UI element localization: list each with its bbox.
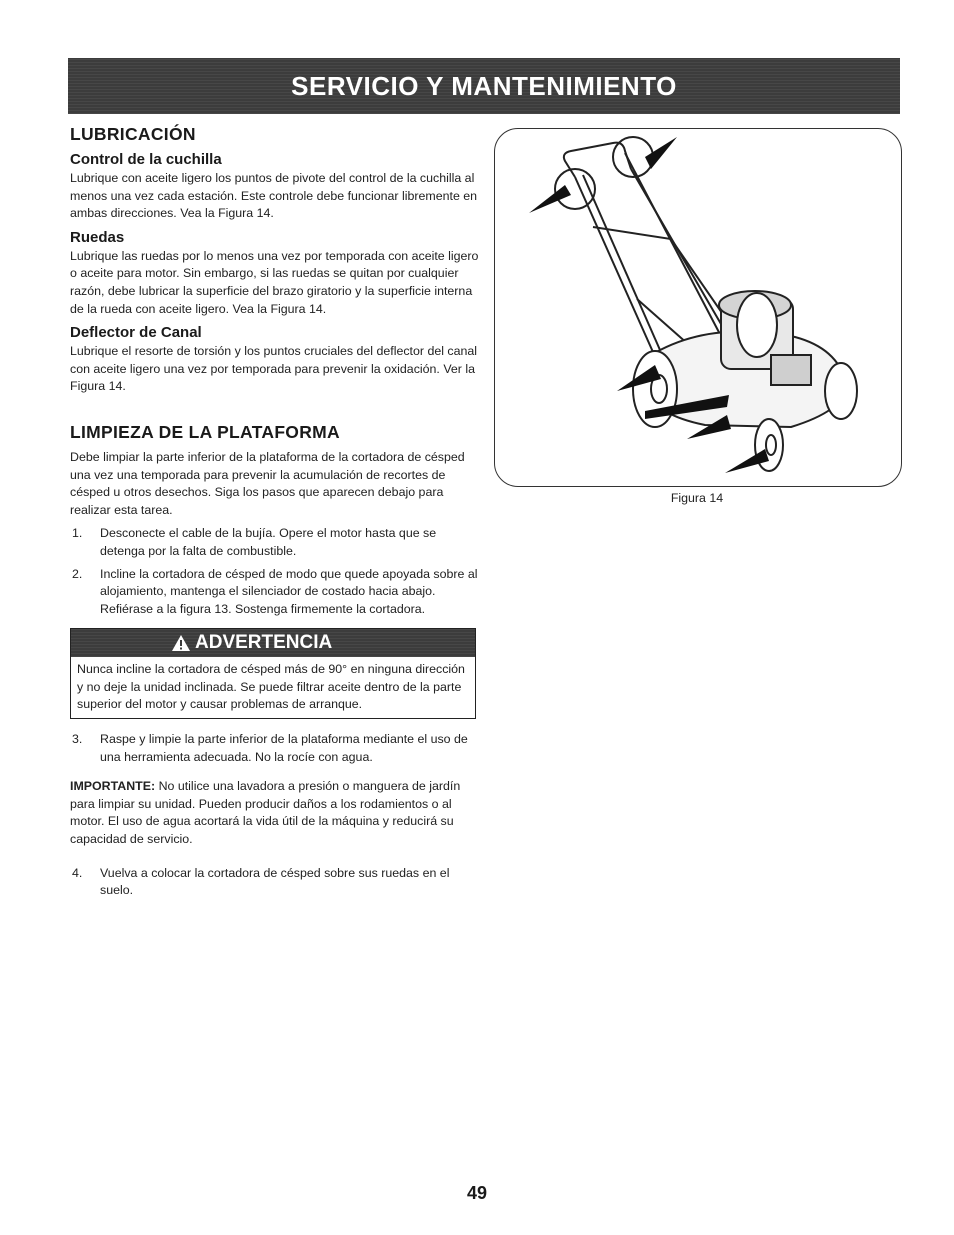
step-number: 3.	[72, 732, 83, 747]
step-text: Incline la cortadora de césped de modo que quede apoyada sobre al alojamiento, mantenga el silenciador de costado hacia abajo. Refiérase a la figura 13. Sostenga firmemente la cortadora.	[100, 566, 478, 616]
step-text: Raspe y limpie la parte inferior de la plataforma mediante el uso de una herramienta adecuada. No la rocíe con agua.	[100, 732, 468, 764]
wheels-text: Lubrique las ruedas por lo menos una vez por temporada con aceite ligero o aceite para motor. Sin embargo, si las ruedas se quitan por cualquier razón, debe lubricar la superficie del brazo giratorio y la superficie interna de la rueda con aceite ligero. Vea la Figura 14.	[70, 248, 479, 316]
figure-caption: Figura 14	[670, 491, 724, 505]
section-banner	[68, 58, 900, 114]
step-text: Vuelva a colocar la cortadora de césped sobre sus ruedas en el suelo.	[100, 865, 450, 898]
lawn-mower-illustration-icon	[495, 129, 901, 486]
deflector-text: Lubrique el resorte de torsión y los puntos cruciales del deflector del canal con aceite ligero una vez por temporada para prevenir la oxidación. Ver la Figura 14.	[70, 344, 478, 394]
warning-triangle-icon	[171, 634, 191, 652]
left-column	[70, 124, 480, 905]
list-item	[70, 566, 480, 619]
list-item	[70, 731, 480, 766]
steps-list-a	[70, 525, 480, 618]
lubrication-heading: LUBRICACIÓN	[70, 124, 196, 144]
important-label: IMPORTANTE:	[70, 779, 156, 794]
step-number: 1.	[72, 526, 83, 541]
section-title: SERVICIO Y MANTENIMIENTO	[291, 70, 677, 101]
warning-header	[71, 629, 475, 657]
deck-cleaning-heading: LIMPIEZA DE LA PLATAFORMA	[70, 421, 340, 442]
figure-frame	[494, 128, 902, 487]
steps-list-b	[70, 731, 480, 766]
important-text: No utilice una lavadora a presión o manguera de jardín para limpiar su unidad. Pueden producir daños a los rodamientos o al motor. El uso de agua acortará la vida útil de la máquina y reducirá su capacidad de servicio.	[70, 779, 461, 847]
steps-list-c	[70, 865, 480, 900]
warning-title: ADVERTENCIA	[195, 632, 333, 654]
deck-cleaning-intro: Debe limpiar la parte inferior de la plataforma de la cortadora de césped una vez una temporada para prevenir la acumulación de recortes de césped u otros desechos. Siga los pasos que aparecen debajo para realizar esta tarea.	[70, 449, 465, 517]
list-item	[70, 865, 480, 900]
warning-text: Nunca incline la cortadora de césped más de 90° en ninguna dirección y no deje la unidad inclinada. Se puede filtrar aceite dentro de la parte superior del motor y causar problemas de arranque.	[77, 662, 465, 712]
deflector-heading: Deflector de Canal	[70, 324, 202, 342]
page-number: 49	[466, 1183, 488, 1203]
step-number: 2.	[72, 566, 83, 581]
step-number: 4.	[72, 865, 83, 880]
important-note	[70, 778, 480, 848]
blade-control-text: Lubrique con aceite ligero los puntos de pivote del control de la cuchilla al menos una vez cada estación. Este controle debe funcionar libremente en ambas direcciones. Vea la Figura 14.	[70, 171, 478, 221]
warning-box	[70, 628, 476, 719]
wheels-heading: Ruedas	[70, 228, 125, 246]
list-item	[70, 525, 480, 560]
blade-control-heading: Control de la cuchilla	[70, 151, 222, 168]
step-text: Desconecte el cable de la bujía. Opere el motor hasta que se detenga por la falta de combustible.	[100, 526, 437, 558]
